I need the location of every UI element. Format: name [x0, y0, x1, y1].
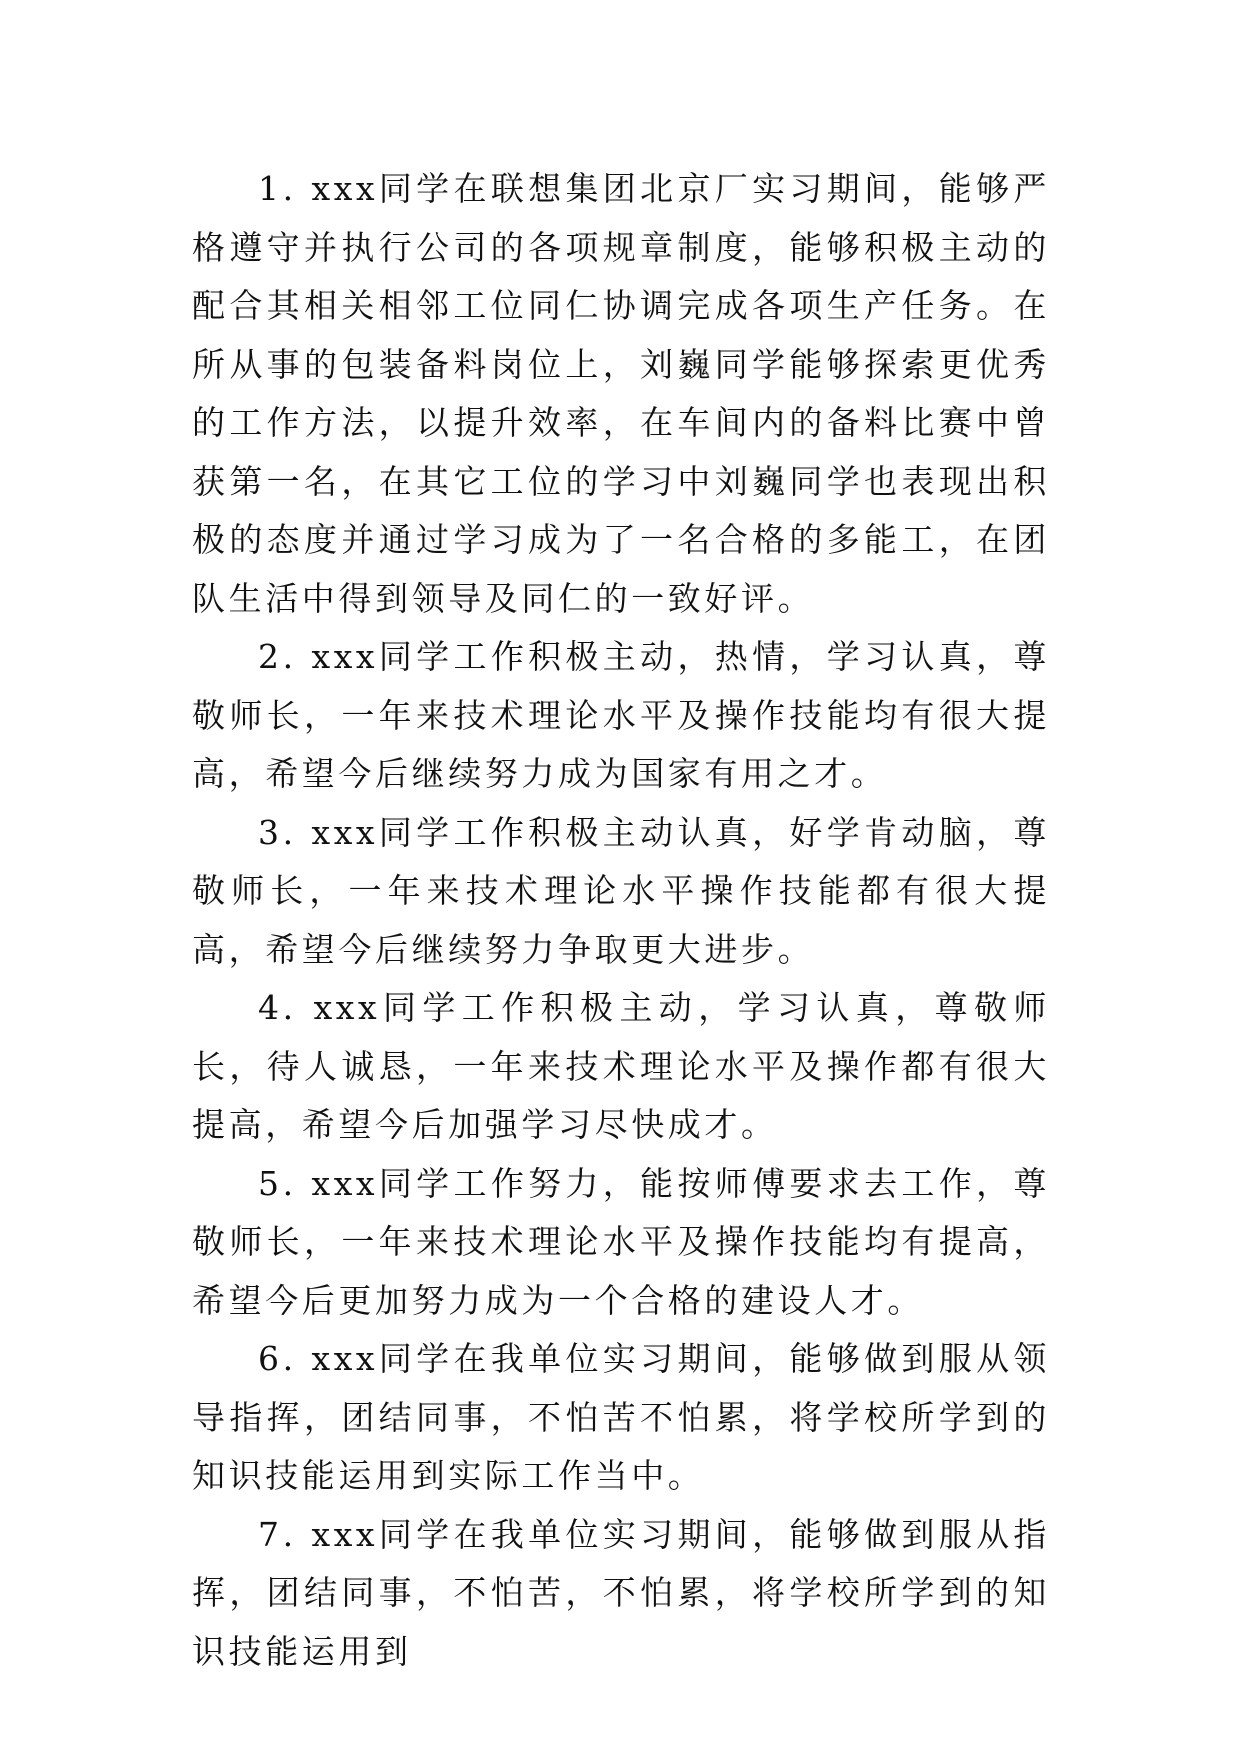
paragraph-6: 6. xxx同学在我单位实习期间，能够做到服从领导指挥，团结同事，不怕苦不怕累，将学校所学到的知识技能运用到实际工作当中。: [192, 1339, 1050, 1495]
paragraph-4: 4. xxx同学工作积极主动，学习认真，尊敬师长，待人诚恳，一年来技术理论水平及操作都有很大提高，希望今后加强学习尽快成才。: [192, 988, 1050, 1144]
paragraph-2: 2. xxx同学工作积极主动，热情，学习认真，尊敬师长，一年来技术理论水平及操作技能均有很大提高，希望今后继续努力成为国家有用之才。: [192, 637, 1050, 793]
paragraph-5: 5. xxx同学工作努力，能按师傅要求去工作，尊敬师长，一年来技术理论水平及操作技能均有提高，希望今后更加努力成为一个合格的建设人才。: [192, 1163, 1050, 1320]
document-body: [192, 160, 1050, 1681]
paragraph-7: 7. xxx同学在我单位实习期间，能够做到服从指挥，团结同事，不怕苦，不怕累，将学校所学到的知识技能运用到: [192, 1514, 1050, 1671]
paragraph-1: 1. xxx同学在联想集团北京厂实习期间，能够严格遵守并执行公司的各项规章制度，能够积极主动的配合其相关相邻工位同仁协调完成各项生产任务。在所从事的包装备料岗位上，刘巍同学能够探索更优秀的工作方法，以提升效率，在车间内的备料比赛中曾获第一名，在其它工位的学习中刘巍同学也表现出积极的态度并通过学习成为了一名合格的多能工，在团队生活中得到领导及同仁的一致好评。: [192, 169, 1050, 618]
paragraph-3: 3. xxx同学工作积极主动认真，好学肯动脑，尊敬师长，一年来技术理论水平操作技能都有很大提高，希望今后继续努力争取更大进步。: [192, 812, 1050, 969]
